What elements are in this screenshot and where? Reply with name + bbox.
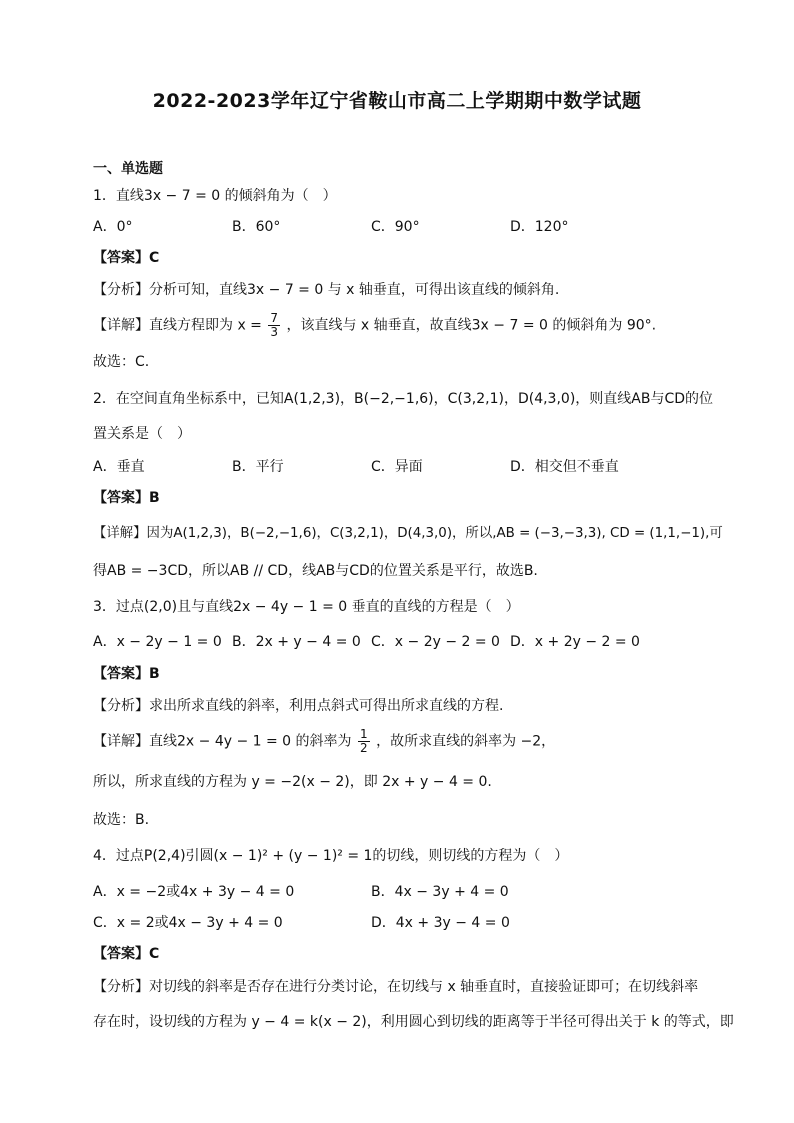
page-title: 2022-2023学年辽宁省鞍山市高二上学期期中数学试题: [152, 90, 642, 112]
q1-option-b: B．60°: [232, 219, 281, 235]
q3-detail-pre: 【详解】直线2x − 4y − 1 = 0 的斜率为: [93, 733, 352, 750]
q2-stem-line1: 2．在空间直角坐标系中，已知A(1,2,3)，B(−2,−1,6)，C(3,2,1)，D(4,3,0)，则直线AB与CD的位: [93, 391, 714, 407]
q1-fraction: [268, 312, 280, 339]
q1-detail-post: ，该直线与 x 轴垂直，故直线3x − 7 = 0 的倾斜角为 90°.: [286, 317, 657, 334]
q3-option-d: D．x + 2y − 2 = 0: [510, 634, 640, 650]
q1-answer: 【答案】C: [93, 250, 160, 266]
q3-fraction-numerator: 1: [360, 727, 368, 741]
q3-analysis: 【分析】求出所求直线的斜率，利用点斜式可得出所求直线的方程.: [93, 698, 504, 714]
q1-fraction-denominator: 3: [270, 325, 279, 339]
q4-analysis-line2: 存在时，设切线的方程为 y − 4 = k(x − 2)，利用圆心到切线的距离等于半径可得出关于 k 的等式，即: [93, 1014, 734, 1030]
q2-option-c: C．异面: [371, 459, 423, 475]
q4-option-c: C．x = 2或4x − 3y + 4 = 0: [93, 915, 283, 931]
q4-option-b: B．4x − 3y + 4 = 0: [371, 884, 509, 900]
q2-option-d: D．相交但不垂直: [510, 459, 619, 475]
q3-detail-line2: 所以，所求直线的方程为 y = −2(x − 2)，即 2x + y − 4 = 0.: [93, 774, 492, 790]
q1-stem: 1．直线3x − 7 = 0 的倾斜角为（ ）: [93, 188, 337, 204]
q2-option-b: B．平行: [232, 459, 284, 475]
q1-detail: [93, 312, 713, 339]
q4-stem: 4．过点P(2,4)引圆(x − 1)² + (y − 1)² = 1的切线，则切线的方程为（ ）: [93, 848, 569, 864]
q3-detail-post: ，故所求直线的斜率为 −2，: [376, 733, 556, 750]
q2-stem-line2: 置关系是（ ）: [93, 426, 191, 442]
q4-analysis-line1: 【分析】对切线的斜率是否存在进行分类讨论，在切线与 x 轴垂直时，直接验证即可；在切线斜率: [93, 979, 699, 995]
q3-conclusion: 故选：B.: [93, 812, 150, 828]
q3-option-c: C．x − 2y − 2 = 0: [371, 634, 500, 650]
q1-detail-pre: 【详解】直线方程即为 x =: [93, 317, 262, 334]
q3-detail: [93, 728, 713, 755]
q2-detail-line1: 【详解】因为A(1,2,3)，B(−2,−1,6)，C(3,2,1)，D(4,3,0)，所以,AB = (−3,−3,3), CD = (1,1,−1),可: [93, 526, 723, 541]
q2-option-a: A．垂直: [93, 459, 145, 475]
q3-option-a: A．x − 2y − 1 = 0: [93, 634, 222, 650]
q3-stem: 3．过点(2,0)且与直线2x − 4y − 1 = 0 垂直的直线的方程是（ ）: [93, 599, 520, 615]
q3-option-b: B．2x + y − 4 = 0: [232, 634, 361, 650]
q2-answer: 【答案】B: [93, 490, 160, 506]
q1-conclusion: 故选：C.: [93, 354, 150, 370]
q1-fraction-numerator: 7: [270, 311, 279, 325]
q1-option-c: C．90°: [371, 219, 420, 235]
q1-option-a: A．0°: [93, 219, 133, 235]
q3-fraction: [358, 728, 370, 755]
q3-fraction-denominator: 2: [360, 741, 368, 755]
q4-option-d: D．4x + 3y − 4 = 0: [371, 915, 510, 931]
q2-detail-line2: 得AB = −3CD，所以AB // CD，线AB与CD的位置关系是平行，故选B.: [93, 563, 538, 579]
q1-analysis: 【分析】分析可知，直线3x − 7 = 0 与 x 轴垂直，可得出该直线的倾斜角.: [93, 282, 560, 298]
q3-answer: 【答案】B: [93, 666, 160, 682]
q1-option-d: D．120°: [510, 219, 569, 235]
q4-answer: 【答案】C: [93, 946, 160, 962]
section-heading: 一、单选题: [93, 161, 163, 177]
q4-option-a: A．x = −2或4x + 3y − 4 = 0: [93, 884, 295, 900]
